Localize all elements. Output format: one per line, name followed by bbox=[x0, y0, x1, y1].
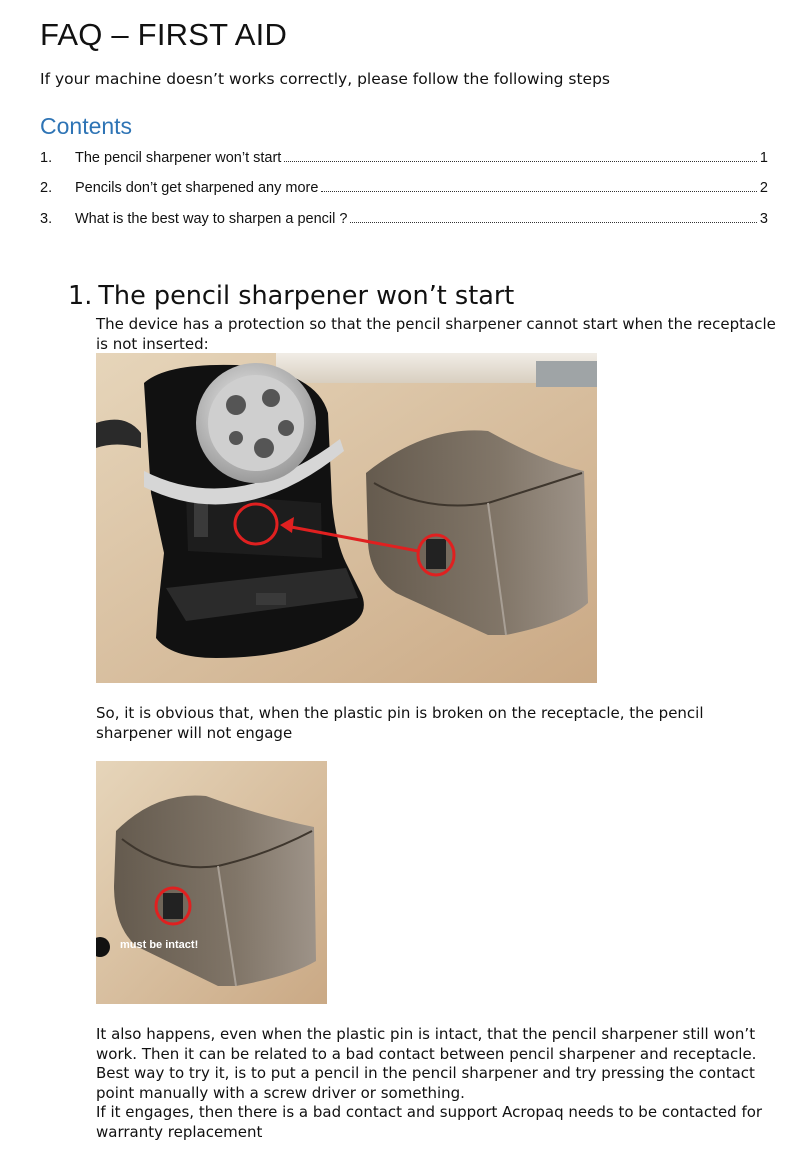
toc-label: What is the best way to sharpen a pencil ? bbox=[75, 211, 348, 227]
toc-number: 2. bbox=[40, 180, 53, 196]
toc-leader bbox=[350, 222, 756, 223]
paragraph-contact-line: If it engages, then there is a bad contact and support Acropaq needs to be contacted for warranty replacement bbox=[96, 1103, 763, 1141]
paragraph-plastic-pin: So, it is obvious that, when the plastic pin is broken on the receptacle, the pencil sharpener will not engage bbox=[96, 704, 704, 742]
toc-page: 1 bbox=[759, 150, 768, 166]
toc-number: 1. bbox=[40, 150, 53, 166]
toc-label: Pencils don’t get sharpened any more bbox=[75, 180, 319, 196]
contents-heading: Contents bbox=[40, 113, 133, 139]
toc-entry-2[interactable] bbox=[40, 176, 768, 196]
paragraph-contact bbox=[96, 1025, 776, 1143]
receptacle-photo bbox=[96, 761, 327, 1004]
toc-label: The pencil sharpener won’t start bbox=[75, 150, 282, 166]
toc-entry-1[interactable] bbox=[40, 146, 768, 166]
toc-leader bbox=[284, 161, 757, 162]
paragraph-protection: The device has a protection so that the pencil sharpener cannot start when the receptacle is not inserted: bbox=[96, 315, 776, 353]
toc-page: 3 bbox=[759, 211, 768, 227]
paragraph-contact-line: It also happens, even when the plastic pin is intact, that the pencil sharpener still won’t work. Then it can be related to a bad contact between pencil sharpener and receptacle. Best way to try it, is to put a pencil in the pencil sharpener and try pressing the contact point manually with a screw driver or something. bbox=[96, 1025, 757, 1102]
photo-caption: must be intact! bbox=[120, 939, 199, 951]
toc-page: 2 bbox=[759, 180, 768, 196]
section-number: 1. bbox=[68, 281, 93, 311]
sharpener-photo bbox=[96, 353, 597, 683]
intro-text: If your machine doesn’t works correctly, please follow the following steps bbox=[40, 70, 611, 88]
toc-number: 3. bbox=[40, 211, 53, 227]
section-title: The pencil sharpener won’t start bbox=[98, 281, 515, 311]
page-title: FAQ – FIRST AID bbox=[40, 17, 288, 52]
sharpener-photo-drawing bbox=[96, 353, 597, 683]
section-heading bbox=[68, 281, 514, 311]
toc-leader bbox=[321, 191, 756, 192]
toc-entry-3[interactable] bbox=[40, 207, 768, 227]
receptacle-photo-drawing bbox=[96, 761, 327, 1004]
